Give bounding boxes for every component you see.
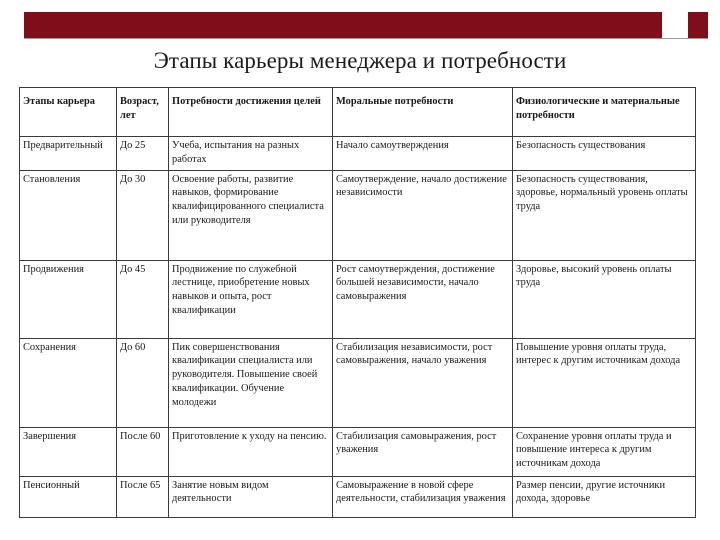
- cell-age: До 60: [117, 338, 169, 427]
- cell-age: После 60: [117, 427, 169, 476]
- table-row: [20, 260, 696, 338]
- slide-title: Этапы карьеры менеджера и потребности: [153, 48, 567, 73]
- cell-goal-needs: Продвижение по служебной лестнице, приобретение новых навыков и опыта, рост квалификации: [169, 260, 333, 338]
- cell-material-needs: Здоровье, высокий уровень оплаты труда: [513, 260, 696, 338]
- cell-age: До 45: [117, 260, 169, 338]
- cell-moral-needs: Самоутверждение, начало достижение независимости: [333, 170, 513, 260]
- header-stage: Этапы карьера: [20, 88, 117, 137]
- cell-moral-needs: Рост самоутверждения, достижение большей независимости, начало самовыражения: [333, 260, 513, 338]
- header-divider: [24, 38, 708, 39]
- header-goal-needs: Потребности достижения целей: [169, 88, 333, 137]
- cell-age: После 65: [117, 476, 169, 517]
- cell-moral-needs: Начало самоутверждения: [333, 137, 513, 171]
- cell-goal-needs: Занятие новым видом деятельности: [169, 476, 333, 517]
- cell-goal-needs: Приготовление к уходу на пенсию.: [169, 427, 333, 476]
- cell-stage: Завершения: [20, 427, 117, 476]
- header-age: Возраст, лет: [117, 88, 169, 137]
- table-row: [20, 427, 696, 476]
- header-material-needs: Физиологические и материальные потребности: [513, 88, 696, 137]
- cell-goal-needs: Учеба, испытания на разных работах: [169, 137, 333, 171]
- table-row: [20, 476, 696, 517]
- cell-stage: Продвижения: [20, 260, 117, 338]
- career-stages-table: [19, 87, 696, 518]
- cell-moral-needs: Стабилизация самовыражения, рост уважения: [333, 427, 513, 476]
- cell-age: До 30: [117, 170, 169, 260]
- cell-material-needs: Размер пенсии, другие источники дохода, здоровье: [513, 476, 696, 517]
- cell-stage: Пенсионный: [20, 476, 117, 517]
- cell-moral-needs: Стабилизация независимости, рост самовыражения, начало уважения: [333, 338, 513, 427]
- cell-stage: Становления: [20, 170, 117, 260]
- cell-goal-needs: Освоение работы, развитие навыков, формирование квалифицированного специалиста или руководителя: [169, 170, 333, 260]
- cell-moral-needs: Самовыражение в новой сфере деятельности, стабилизация уважения: [333, 476, 513, 517]
- cell-material-needs: Безопасность существования, здоровье, нормальный уровень оплаты труда: [513, 170, 696, 260]
- table-row: [20, 137, 696, 171]
- cell-material-needs: Безопасность существования: [513, 137, 696, 171]
- cell-age: До 25: [117, 137, 169, 171]
- cell-material-needs: Сохранение уровня оплаты труда и повышение интереса к другим источникам дохода: [513, 427, 696, 476]
- cell-stage: Сохранения: [20, 338, 117, 427]
- cell-material-needs: Повышение уровня оплаты труда, интерес к другим источникам дохода: [513, 338, 696, 427]
- table-row: [20, 338, 696, 427]
- table-row: [20, 170, 696, 260]
- cell-goal-needs: Пик совершенствования квалификации специалиста или руководителя. Повышение своей квалификации. Обучение молодежи: [169, 338, 333, 427]
- header-moral-needs: Моральные потребности: [333, 88, 513, 137]
- cell-stage: Предварительный: [20, 137, 117, 171]
- table-header-row: [20, 88, 696, 137]
- header-accent-square: [688, 12, 708, 38]
- header-accent-bar: [24, 12, 662, 38]
